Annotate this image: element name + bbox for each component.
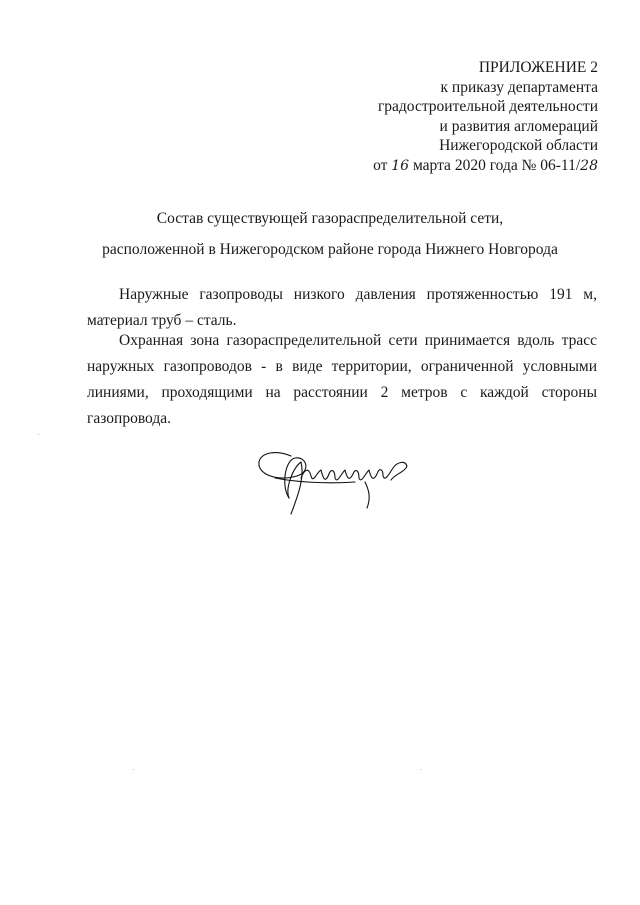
signature — [255, 438, 425, 523]
date-rest: марта 2020 года № 06-11/ — [412, 156, 581, 174]
paragraph-protection-zone — [87, 328, 597, 432]
scan-speck — [38, 434, 39, 435]
appendix-number: ПРИЛОЖЕНИЕ 2 — [478, 59, 598, 76]
paragraph-pipelines — [87, 282, 597, 334]
title-line-2: расположенной в Нижегородском районе города Нижнего Новгорода — [102, 241, 558, 258]
scan-speck — [420, 769, 421, 770]
appendix-agglomeration-line: и развития агломераций — [439, 117, 598, 135]
appendix-header — [278, 58, 598, 176]
date-day-handwritten: 16 — [391, 157, 410, 174]
order-number-handwritten: 28 — [580, 157, 598, 174]
appendix-region-line: Нижегородской области — [439, 137, 598, 154]
title-line-1: Состав существующей газораспределительной сети, — [156, 210, 504, 227]
paragraph-protection-zone-text: Охранная зона газораспределительной сети принимается вдоль трасс наружных газопроводов - в виде территории, ограниченной условными линиями, проходящими на расстоянии 2 метров с каждой стороны газопровода. — [87, 332, 597, 427]
appendix-date-line — [278, 156, 598, 177]
appendix-order-line: к приказу департамента — [440, 78, 598, 96]
paragraph-pipelines-text: Наружные газопроводы низкого давления протяженностью 191 м, материал труб – сталь. — [87, 286, 597, 329]
document-title — [60, 203, 600, 265]
appendix-department-line: градостроительной деятельности — [377, 98, 598, 115]
date-prefix: от — [373, 156, 388, 174]
scan-speck — [133, 769, 134, 770]
